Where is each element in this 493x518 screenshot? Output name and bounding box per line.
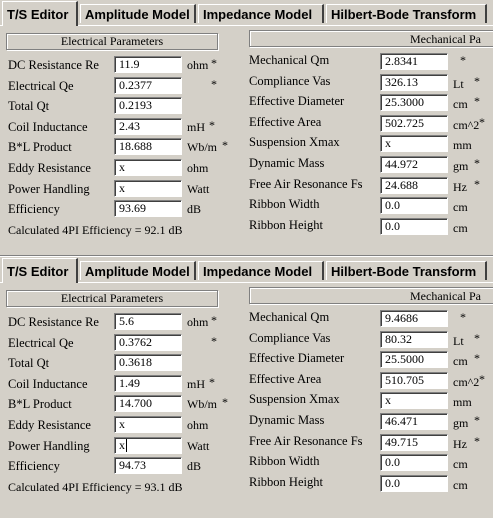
label-suspension-xmax: Suspension Xmax	[249, 135, 340, 150]
required-marker: *	[222, 395, 228, 410]
label-eddy-resistance: Eddy Resistance	[8, 161, 91, 175]
tab-t-s-editor[interactable]: T/S Editor	[2, 258, 78, 283]
required-marker: *	[474, 413, 480, 427]
required-marker: *	[474, 156, 480, 170]
label-electrical-qe: Electrical Qe	[8, 335, 74, 350]
unit-dynamic-mass: gm	[453, 416, 469, 430]
input-eddy-resistance[interactable]: x	[114, 159, 182, 176]
tab-hilbert-bode-transform[interactable]: Hilbert-Bode Transform	[326, 4, 487, 23]
label-eddy-resistance: Eddy Resistance	[8, 418, 91, 432]
label-power-handling: Power Handling	[8, 181, 90, 196]
unit-ribbon-width: cm	[453, 200, 468, 215]
label-compliance-vas: Compliance Vas	[249, 73, 331, 88]
unit-b-l-product: Wb/m	[187, 140, 217, 155]
input-electrical-qe[interactable]: 0.3762	[114, 334, 182, 351]
input-effective-area[interactable]: 510.705	[380, 372, 448, 389]
input-b-l-product[interactable]: 18.688	[114, 138, 182, 155]
tab-hilbert-bode-transform[interactable]: Hilbert-Bode Transform	[326, 261, 487, 280]
required-marker: *	[474, 94, 480, 109]
label-compliance-vas: Compliance Vas	[249, 330, 331, 345]
required-marker: *	[479, 114, 485, 129]
ts-editor-panel-bottom	[0, 257, 493, 518]
tab-amplitude-model[interactable]: Amplitude Model	[80, 261, 196, 280]
required-marker: *	[460, 53, 466, 67]
input-effective-diameter[interactable]: 25.5000	[380, 351, 448, 368]
unit-coil-inductance: mH	[187, 119, 205, 134]
calculated-efficiency-text: Calculated 4PI Efficiency = 92.1 dB	[8, 222, 183, 237]
required-marker: *	[474, 433, 480, 448]
input-dc-resistance-re[interactable]: 11.9	[114, 56, 182, 73]
input-ribbon-height[interactable]: 0.0	[380, 475, 448, 492]
unit-dynamic-mass: gm	[453, 159, 469, 173]
required-marker: *	[474, 330, 480, 345]
input-compliance-vas[interactable]: 80.32	[380, 331, 448, 348]
unit-effective-area: cm^2	[453, 374, 480, 389]
unit-effective-area: cm^2	[453, 117, 480, 132]
unit-b-l-product: Wb/m	[187, 397, 217, 412]
text-caret	[126, 439, 127, 452]
unit-ribbon-height: cm	[453, 477, 468, 492]
input-ribbon-width[interactable]: 0.0	[380, 454, 448, 471]
input-efficiency[interactable]: 93.69	[114, 200, 182, 217]
label-free-air-resonance-fs: Free Air Resonance Fs	[249, 433, 363, 448]
tab-impedance-model[interactable]: Impedance Model	[198, 261, 324, 280]
required-marker: *	[209, 117, 215, 132]
required-marker: *	[479, 371, 485, 386]
input-free-air-resonance-fs[interactable]: 24.688	[380, 177, 448, 194]
input-power-handling[interactable]: x	[114, 180, 182, 197]
label-efficiency: Efficiency	[8, 202, 60, 217]
input-efficiency[interactable]: 94.73	[114, 457, 182, 474]
tab-strip	[0, 257, 493, 283]
label-efficiency: Efficiency	[8, 459, 60, 474]
label-ribbon-width: Ribbon Width	[249, 454, 320, 469]
required-marker: *	[474, 351, 480, 366]
required-marker: *	[209, 374, 215, 389]
input-total-qt[interactable]: 0.3618	[114, 354, 182, 371]
unit-power-handling: Watt	[187, 181, 210, 196]
input-effective-diameter[interactable]: 25.3000	[380, 94, 448, 111]
tab-t-s-editor[interactable]: T/S Editor	[2, 1, 78, 26]
required-marker: *	[211, 76, 217, 91]
unit-free-air-resonance-fs: Hz	[453, 179, 467, 194]
label-coil-inductance: Coil Inductance	[8, 376, 88, 391]
required-marker: *	[222, 138, 228, 153]
required-marker: *	[211, 333, 217, 348]
unit-free-air-resonance-fs: Hz	[453, 436, 467, 451]
input-b-l-product[interactable]: 14.700	[114, 395, 182, 412]
label-suspension-xmax: Suspension Xmax	[249, 392, 340, 407]
unit-coil-inductance: mH	[187, 376, 205, 391]
label-effective-diameter: Effective Diameter	[249, 94, 345, 109]
unit-eddy-resistance: ohm	[187, 161, 209, 175]
label-electrical-qe: Electrical Qe	[8, 78, 74, 93]
ts-editor-panel-top	[0, 0, 493, 255]
label-free-air-resonance-fs: Free Air Resonance Fs	[249, 176, 363, 191]
label-effective-area: Effective Area	[249, 114, 322, 129]
required-marker: *	[474, 176, 480, 191]
calculated-efficiency-text: Calculated 4PI Efficiency = 93.1 dB	[8, 479, 183, 494]
input-suspension-xmax[interactable]: x	[380, 135, 448, 152]
required-marker: *	[211, 56, 217, 70]
unit-dc-resistance-re: ohm	[187, 315, 209, 329]
label-ribbon-height: Ribbon Height	[249, 217, 323, 232]
tab-strip	[0, 0, 493, 26]
unit-suspension-xmax: mm	[453, 395, 472, 410]
input-ribbon-width[interactable]: 0.0	[380, 197, 448, 214]
label-ribbon-width: Ribbon Width	[249, 197, 320, 212]
label-dc-resistance-re: DC Resistance Re	[8, 315, 99, 329]
unit-efficiency: dB	[187, 202, 202, 217]
unit-dc-resistance-re: ohm	[187, 58, 209, 72]
unit-efficiency: dB	[187, 459, 202, 474]
unit-effective-diameter: cm	[453, 97, 468, 112]
input-dynamic-mass[interactable]: 44.972	[380, 156, 448, 173]
input-effective-area[interactable]: 502.725	[380, 115, 448, 132]
input-total-qt[interactable]: 0.2193	[114, 97, 182, 114]
input-coil-inductance[interactable]: 1.49	[114, 375, 182, 392]
input-free-air-resonance-fs[interactable]: 49.715	[380, 434, 448, 451]
label-coil-inductance: Coil Inductance	[8, 119, 88, 134]
unit-ribbon-width: cm	[453, 457, 468, 472]
required-marker: *	[211, 313, 217, 327]
unit-suspension-xmax: mm	[453, 138, 472, 153]
input-eddy-resistance[interactable]: x	[114, 416, 182, 433]
unit-eddy-resistance: ohm	[187, 418, 209, 432]
label-dc-resistance-re: DC Resistance Re	[8, 58, 99, 72]
input-mechanical-qm[interactable]: 2.8341	[380, 53, 448, 70]
electrical-group-title: Electrical Parameters	[60, 291, 164, 305]
required-marker: *	[474, 73, 480, 88]
label-b-l-product: B*L Product	[8, 397, 72, 412]
label-ribbon-height: Ribbon Height	[249, 474, 323, 489]
label-effective-diameter: Effective Diameter	[249, 351, 345, 366]
label-mechanical-qm: Mechanical Qm	[249, 53, 330, 67]
required-marker: *	[460, 310, 466, 324]
input-ribbon-height[interactable]: 0.0	[380, 218, 448, 235]
unit-compliance-vas: Lt	[453, 333, 464, 348]
input-dc-resistance-re[interactable]: 5.6	[114, 313, 182, 330]
mechanical-group-title: Mechanical Pa	[410, 32, 481, 46]
input-compliance-vas[interactable]: 326.13	[380, 74, 448, 91]
electrical-group-title: Electrical Parameters	[60, 34, 164, 48]
label-b-l-product: B*L Product	[8, 140, 72, 155]
label-mechanical-qm: Mechanical Qm	[249, 310, 330, 324]
input-mechanical-qm[interactable]: 9.4686	[380, 310, 448, 327]
tab-impedance-model[interactable]: Impedance Model	[198, 4, 324, 23]
label-total-qt: Total Qt	[8, 99, 50, 114]
input-coil-inductance[interactable]: 2.43	[114, 118, 182, 135]
input-power-handling[interactable]: x	[114, 437, 182, 454]
unit-ribbon-height: cm	[453, 220, 468, 235]
unit-compliance-vas: Lt	[453, 76, 464, 91]
unit-power-handling: Watt	[187, 438, 210, 453]
label-effective-area: Effective Area	[249, 371, 322, 386]
label-power-handling: Power Handling	[8, 438, 90, 453]
label-dynamic-mass: Dynamic Mass	[249, 156, 325, 170]
label-total-qt: Total Qt	[8, 356, 50, 371]
input-suspension-xmax[interactable]: x	[380, 392, 448, 409]
tab-amplitude-model[interactable]: Amplitude Model	[80, 4, 196, 23]
mechanical-group-title: Mechanical Pa	[410, 289, 481, 303]
input-dynamic-mass[interactable]: 46.471	[380, 413, 448, 430]
input-electrical-qe[interactable]: 0.2377	[114, 77, 182, 94]
unit-effective-diameter: cm	[453, 354, 468, 369]
label-dynamic-mass: Dynamic Mass	[249, 413, 325, 427]
